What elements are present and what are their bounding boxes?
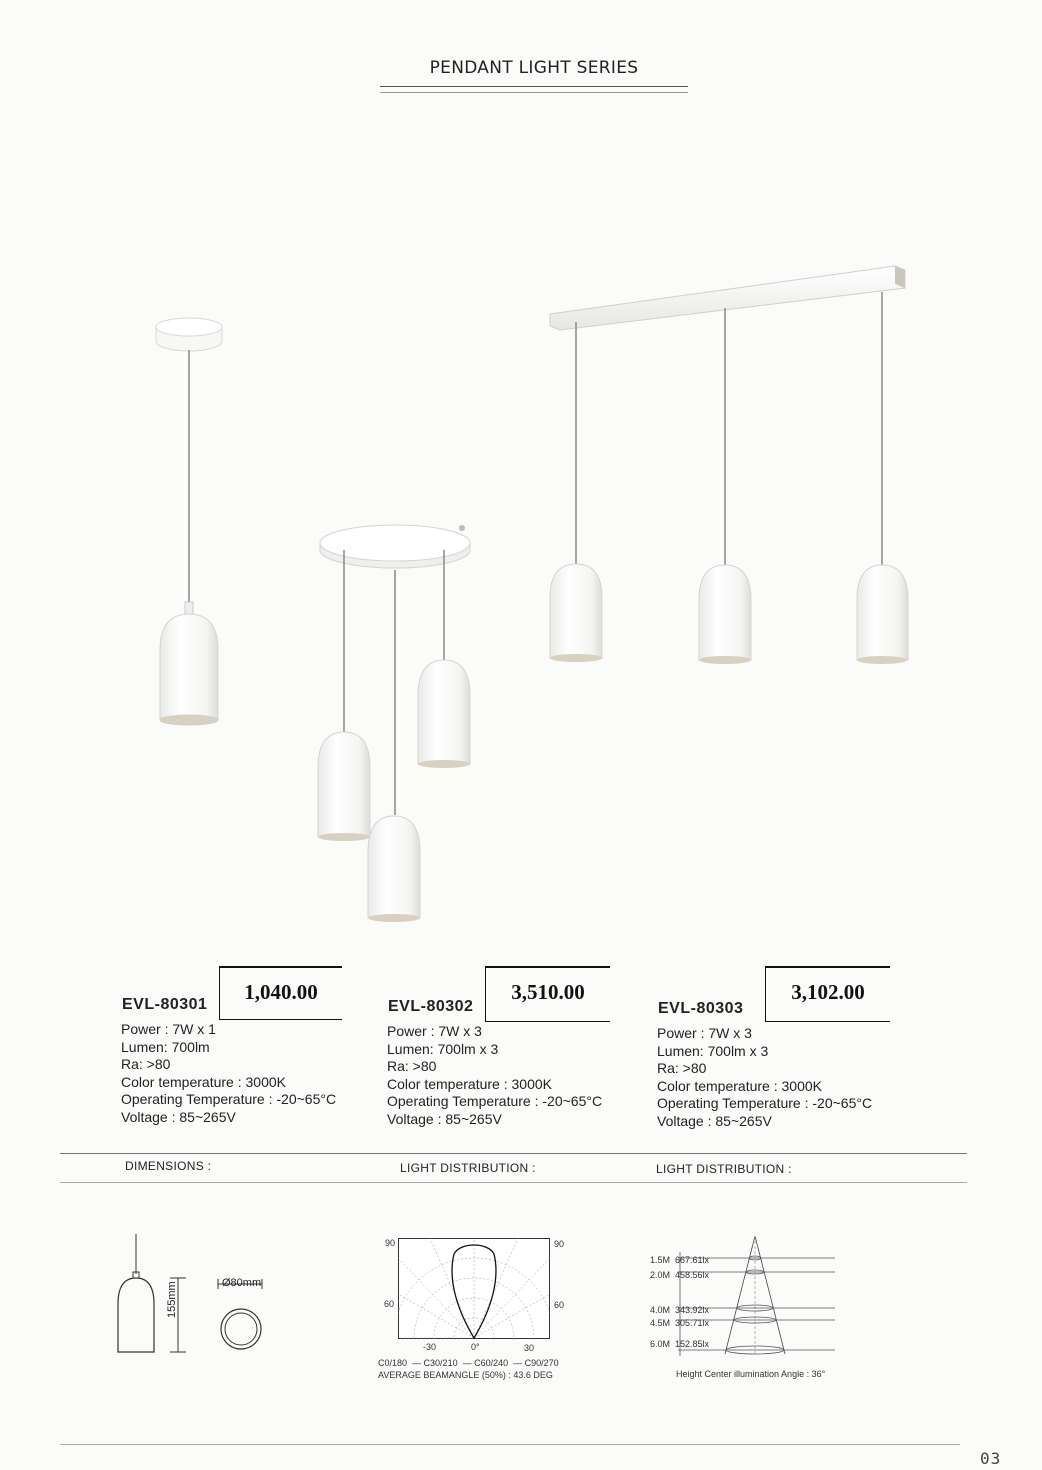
cone-caption: Height Center illumination Angle : 36° bbox=[676, 1369, 826, 1379]
pendant-round-cluster-illustration bbox=[318, 525, 470, 922]
beam-angle-note: AVERAGE BEAMANGLE (50%) : 43.6 DEG bbox=[378, 1370, 553, 1380]
spec-ra: Ra: >80 bbox=[387, 1058, 437, 1074]
pendant-single-illustration bbox=[156, 318, 222, 725]
polar-label-90-left: 90 bbox=[385, 1238, 396, 1248]
dimension-drawing bbox=[110, 1232, 280, 1362]
cone-height-3: 4.0M bbox=[650, 1305, 671, 1315]
product-model-1: EVL-80301 bbox=[122, 996, 208, 1013]
polar-label-minus-30: -30 bbox=[423, 1342, 437, 1352]
light-distribution-label-2: LIGHT DISTRIBUTION : bbox=[656, 1162, 792, 1176]
spec-list-2 bbox=[387, 1023, 602, 1128]
polar-legend: C0/180 — C30/210 — C60/240 — C90/270 bbox=[378, 1358, 559, 1368]
spec-power: Power : 7W x 3 bbox=[387, 1023, 482, 1039]
dimension-height-label: 155mm bbox=[166, 1281, 178, 1318]
cone-row-1 bbox=[650, 1256, 709, 1265]
spec-voltage: Voltage : 85~265V bbox=[657, 1112, 772, 1129]
spec-voltage: Voltage : 85~265V bbox=[387, 1110, 502, 1127]
spec-lumen: Lumen: 700lm x 3 bbox=[387, 1040, 499, 1057]
price-box-3: 3,102.00 bbox=[765, 966, 890, 1022]
cone-height-5: 6.0M bbox=[650, 1339, 671, 1349]
spec-color-temperature: Color temperature : 3000K bbox=[387, 1075, 552, 1092]
spec-power: Power : 7W x 3 bbox=[657, 1025, 752, 1041]
legend-c60: C60/240 bbox=[474, 1358, 509, 1368]
spec-lumen: Lumen: 700lm bbox=[121, 1038, 210, 1055]
price-box-2: 3,510.00 bbox=[485, 966, 610, 1022]
spec-operating-temperature: Operating Temperature : -20~65°C bbox=[657, 1095, 873, 1111]
polar-label-60-right: 60 bbox=[554, 1300, 565, 1310]
cone-row-2 bbox=[650, 1271, 709, 1280]
cone-lux-1: 667.61lx bbox=[675, 1255, 710, 1265]
legend-c30: C30/210 bbox=[423, 1358, 458, 1368]
cone-height-2: 2.0M bbox=[650, 1270, 671, 1280]
cone-height-1: 1.5M bbox=[650, 1255, 671, 1265]
page-number: 03 bbox=[980, 1449, 1002, 1468]
price-box-1: 1,040.00 bbox=[219, 966, 342, 1020]
spec-lumen: Lumen: 700lm x 3 bbox=[657, 1042, 769, 1059]
dimensions-label: DIMENSIONS : bbox=[125, 1159, 212, 1173]
spec-voltage: Voltage : 85~265V bbox=[121, 1108, 236, 1125]
product-model-3: EVL-80303 bbox=[658, 1000, 744, 1017]
cone-row-3 bbox=[650, 1306, 709, 1315]
cone-lux-3: 343.92lx bbox=[675, 1305, 710, 1315]
pendant-linear-bar-illustration bbox=[550, 266, 908, 664]
spec-color-temperature: Color temperature : 3000K bbox=[121, 1073, 286, 1090]
polar-label-60-left: 60 bbox=[384, 1299, 395, 1309]
legend-c90: C90/270 bbox=[524, 1358, 559, 1368]
spec-color-temperature: Color temperature : 3000K bbox=[657, 1077, 822, 1094]
cone-height-4: 4.5M bbox=[650, 1318, 671, 1328]
section-rule-bottom bbox=[60, 1182, 967, 1183]
product-model-2: EVL-80302 bbox=[388, 998, 474, 1015]
legend-c0: C0/180 bbox=[378, 1358, 408, 1368]
spec-list-3 bbox=[657, 1025, 872, 1130]
cone-lux-4: 305.71lx bbox=[675, 1318, 710, 1328]
spec-list-1 bbox=[121, 1021, 336, 1126]
spec-ra: Ra: >80 bbox=[657, 1060, 707, 1076]
spec-ra: Ra: >80 bbox=[121, 1056, 171, 1072]
polar-label-90-right: 90 bbox=[554, 1239, 565, 1249]
cone-lux-5: 152.85lx bbox=[675, 1339, 710, 1349]
polar-distribution-chart bbox=[398, 1238, 550, 1340]
spec-power: Power : 7W x 1 bbox=[121, 1021, 216, 1037]
cone-row-5 bbox=[650, 1340, 709, 1349]
cone-row-4 bbox=[650, 1319, 709, 1328]
polar-label-30: 30 bbox=[524, 1343, 535, 1353]
light-distribution-label-1: LIGHT DISTRIBUTION : bbox=[400, 1161, 536, 1175]
polar-label-0: 0° bbox=[471, 1342, 480, 1352]
cone-lux-2: 458.56lx bbox=[675, 1270, 710, 1280]
page-title: PENDANT LIGHT SERIES bbox=[429, 58, 639, 78]
spec-operating-temperature: Operating Temperature : -20~65°C bbox=[121, 1091, 337, 1107]
dimension-diameter-label: Ø80mm bbox=[222, 1277, 262, 1289]
spec-operating-temperature: Operating Temperature : -20~65°C bbox=[387, 1093, 603, 1109]
section-rule-top bbox=[60, 1153, 967, 1154]
footer-rule bbox=[60, 1444, 960, 1445]
